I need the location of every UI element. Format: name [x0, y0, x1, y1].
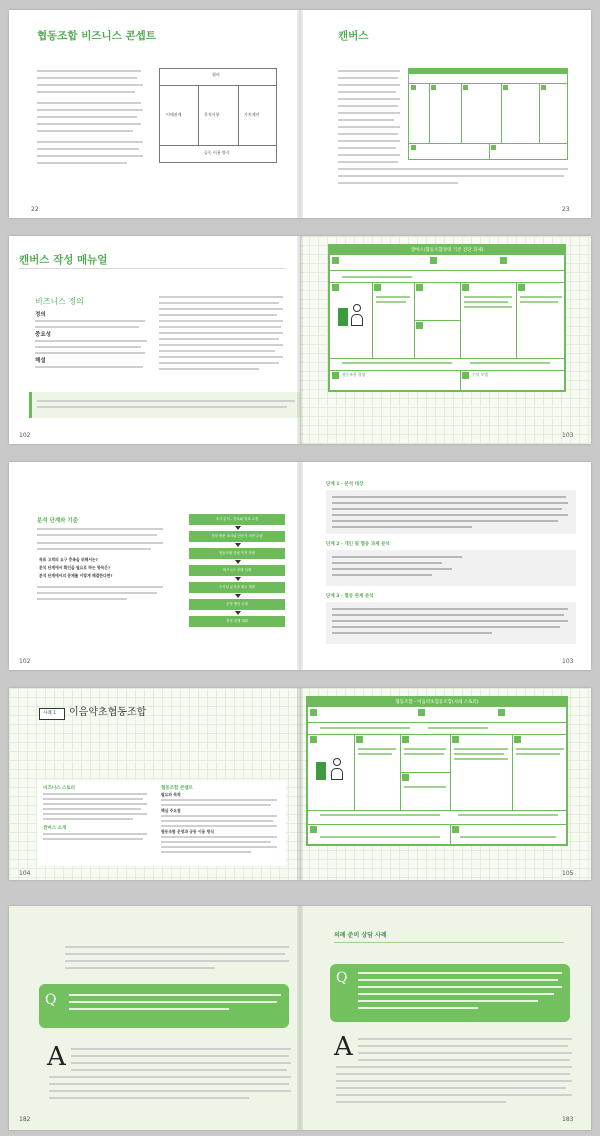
- page-number: 103: [562, 658, 574, 665]
- person-icon: [350, 304, 364, 328]
- question-box: [39, 984, 289, 1028]
- question-box: [330, 964, 570, 1022]
- spread-2: [9, 236, 591, 444]
- term-heading: 중요성: [35, 332, 51, 338]
- spread-3: [9, 462, 591, 670]
- section-heading: 단계 1 - 분석 대상: [326, 482, 364, 487]
- right-page: [300, 10, 591, 218]
- section-heading: 협동조합 콘셉트: [161, 786, 193, 791]
- section-heading: 단계 3 - 협동 관계 분석: [326, 594, 374, 599]
- answer-mark: A: [47, 1042, 66, 1072]
- case-canvas-table: [306, 696, 568, 846]
- section-heading: 단계 2 - 개인 및 협동 과제 분석: [326, 542, 390, 547]
- sub-heading: 협동조합 운영과 공동 이용 방식: [161, 829, 214, 834]
- question-mark: Q: [336, 970, 348, 986]
- arrow-down-icon: [235, 611, 241, 615]
- step-box: 경영 실행 계획: [189, 616, 285, 627]
- step-box: 운영 방안 수립: [189, 599, 285, 610]
- bullet-item: 분석 단계에서의 문제를 이렇게 해결한다면?: [39, 573, 113, 578]
- sub-heading: 핵심 주요점: [161, 808, 181, 813]
- step-box: 현장 방문 조사와 전문가 의견 수렴: [189, 531, 285, 542]
- text-box: [326, 602, 576, 644]
- canvas-table: [328, 244, 566, 392]
- concept-diagram: [159, 68, 277, 163]
- person-icon: [330, 758, 344, 782]
- case-badge: 사례 1: [39, 708, 65, 720]
- page-title: 캔버스: [338, 30, 369, 42]
- spread-5: [9, 906, 591, 1130]
- diagram-label: 목적사항: [204, 112, 220, 117]
- canvas-template: [408, 68, 568, 160]
- step-box: 수익성 분석과 재무 계획: [189, 582, 285, 593]
- arrow-down-icon: [235, 560, 241, 564]
- left-page: [9, 236, 300, 444]
- term-heading: 해설: [35, 358, 46, 364]
- text-box: [326, 490, 576, 534]
- page-title: 협동조합 비즈니스 콘셉트: [37, 30, 156, 42]
- page-number: 105: [562, 870, 574, 877]
- arrow-down-icon: [235, 577, 241, 581]
- note-box: [29, 392, 300, 418]
- bullet-item: 목표 고객의 요구 충족을 위해서는?: [39, 557, 98, 562]
- left-page: [9, 906, 300, 1130]
- left-page: [9, 10, 300, 218]
- bottom-cell-label: 수익 모델: [472, 372, 488, 377]
- page-number: 102: [19, 658, 31, 665]
- spread-4: [9, 688, 591, 880]
- spread-1: [9, 10, 591, 218]
- page-number: 103: [562, 432, 574, 439]
- sub-heading: 필요와 목적: [161, 792, 181, 797]
- term-heading: 정의: [35, 312, 46, 318]
- page-number: 182: [19, 1116, 31, 1123]
- page-number: 23: [562, 206, 570, 213]
- bullet-item: 분석 단계에서 확인을 필요로 하는 항목은?: [39, 565, 111, 570]
- arrow-left-icon: [316, 762, 326, 780]
- step-box: 조사 분석 - 자료와 정보 수집: [189, 514, 285, 525]
- text-box: [326, 550, 576, 586]
- right-page: [300, 688, 591, 880]
- diagram-label: 이해관계: [166, 112, 182, 117]
- diagram-label: 가치제안: [244, 112, 260, 117]
- right-page: [300, 462, 591, 670]
- answer-mark: A: [334, 1032, 353, 1062]
- arrow-down-icon: [235, 526, 241, 530]
- canvas-title: 협동조합 - 이음약초협동조합(사례 스토리): [395, 700, 479, 705]
- arrow-down-icon: [235, 594, 241, 598]
- arrow-down-icon: [235, 543, 241, 547]
- canvas-title: 캔버스(협동조합경영 기본 진단 과제): [410, 248, 484, 253]
- page-number: 102: [19, 432, 31, 439]
- left-page: [9, 688, 300, 880]
- page-number: 22: [31, 206, 39, 213]
- section-heading: 비즈니스 정의: [35, 297, 84, 306]
- page-number: 104: [19, 870, 31, 877]
- case-title: 이음약초협동조합: [69, 707, 147, 718]
- diagram-label: 공동 이용 방식: [204, 150, 230, 155]
- section-heading: 비즈니스 스토리: [43, 786, 75, 791]
- page-number: 183: [562, 1116, 574, 1123]
- page-title: 캔버스 작성 매뉴얼: [19, 254, 108, 266]
- question-mark: Q: [45, 992, 57, 1008]
- case-text-box: [37, 780, 286, 866]
- section-heading: 캔버스 소개: [43, 826, 67, 831]
- step-box: 협동조합 설립 목적 정립: [189, 548, 285, 559]
- right-page: [300, 906, 591, 1130]
- page-title: 의례 준비 상담 사례: [334, 932, 387, 939]
- arrow-left-icon: [338, 308, 348, 326]
- step-box: 비즈니스 모델 설계: [189, 565, 285, 576]
- bottom-cell-label: 협동조합 경영: [342, 372, 366, 377]
- right-page: [300, 236, 591, 444]
- diagram-label: 협의: [212, 72, 220, 77]
- left-page: [9, 462, 300, 670]
- section-heading: 분석 단계와 기준: [37, 518, 79, 524]
